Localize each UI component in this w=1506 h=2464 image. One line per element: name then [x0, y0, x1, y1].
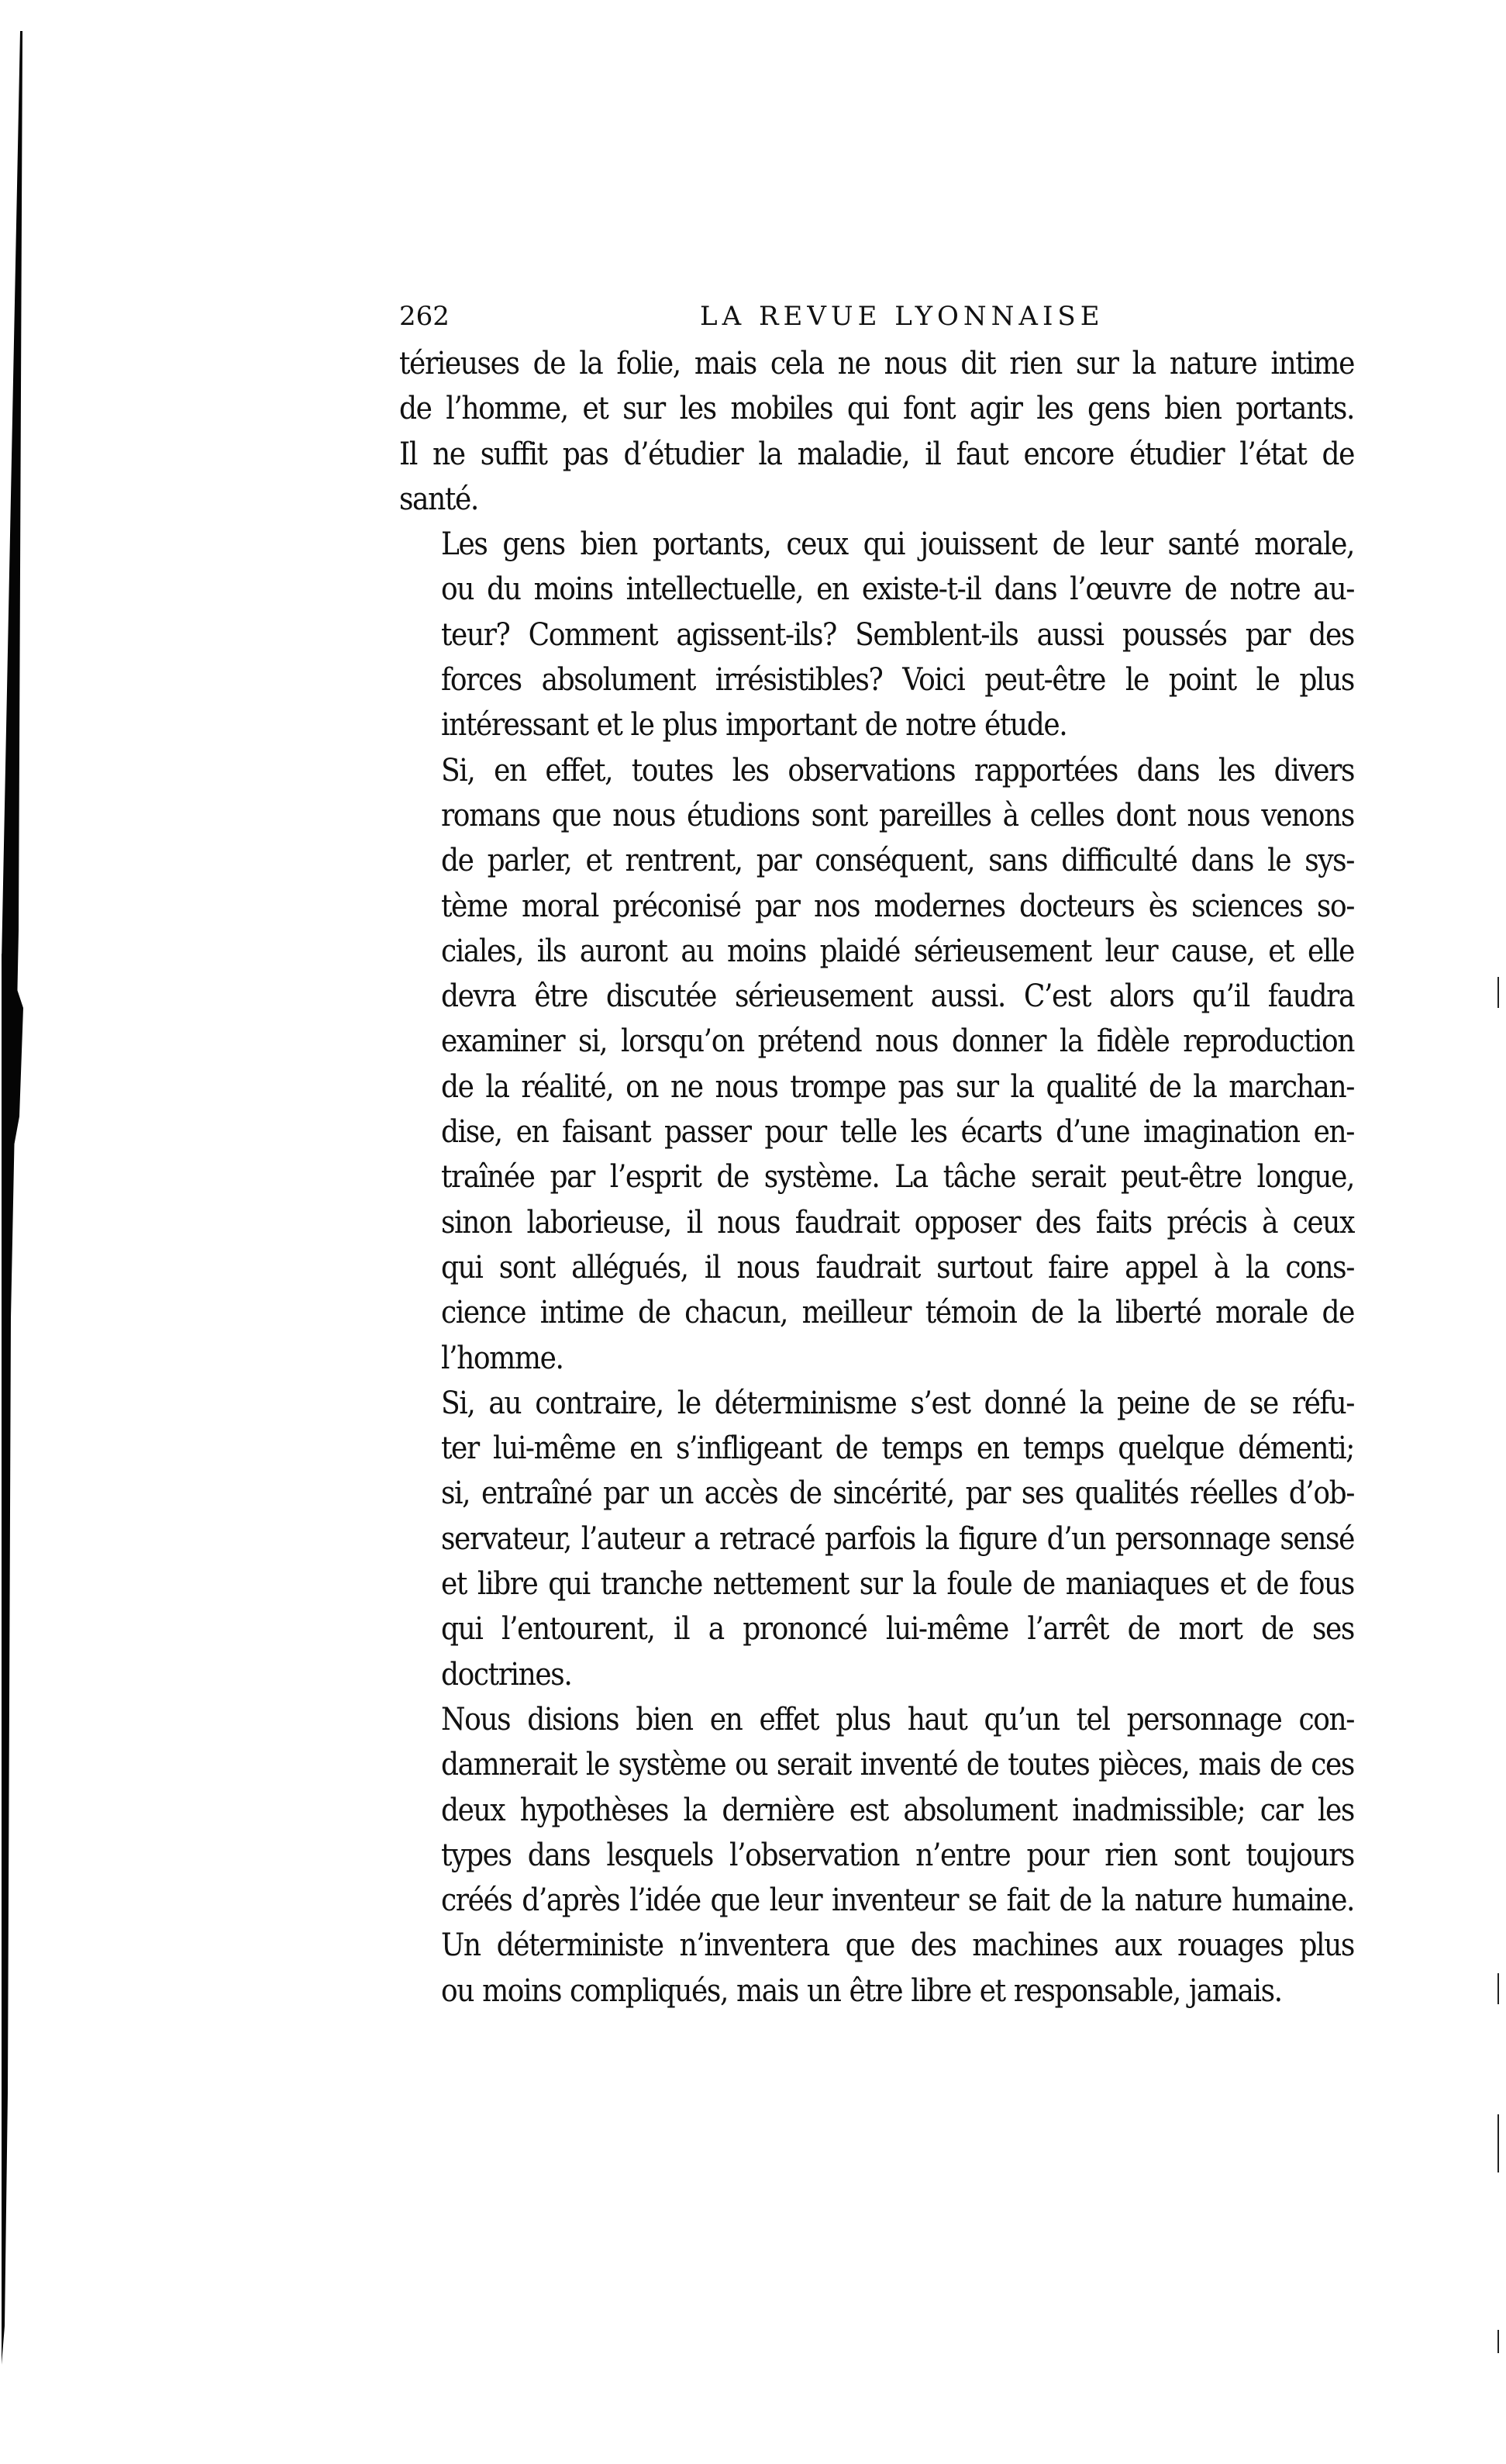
- paragraph: [399, 1381, 1354, 1697]
- text-line: deux hypothèses la dernière est absolument inadmissible; car les: [441, 1792, 1354, 1828]
- text-line: intéressant et le plus important de notre étude.: [441, 707, 1067, 744]
- scan-edge-line: [1497, 2114, 1499, 2172]
- document-page: [399, 296, 1354, 2014]
- text-line: examiner si, lorsqu’on prétend nous donner la fidèle reproduction: [441, 1023, 1354, 1060]
- text-line: traînée par l’esprit de système. La tâche serait peut-être longue,: [441, 1159, 1354, 1196]
- text-line: Un déterministe n’inventera que des machines aux rouages plus: [441, 1927, 1354, 1964]
- text-line: de la réalité, on ne nous trompe pas sur la qualité de la marchan-: [441, 1068, 1354, 1105]
- text-line: types dans lesquels l’observation n’entre pour rien sont toujours: [441, 1837, 1354, 1873]
- text-line: servateur, l’auteur a retracé parfois la figure d’un personnage sensé: [441, 1520, 1354, 1557]
- text-line: créés d’après l’idée que leur inventeur se fait de la nature humaine.: [441, 1883, 1354, 1919]
- text-line: santé.: [399, 481, 478, 517]
- text-line: l’homme.: [441, 1340, 563, 1376]
- text-line: térieuses de la folie, mais cela ne nous dit rien sur la nature intime: [399, 346, 1354, 381]
- scan-edge-line: [1497, 1973, 1499, 2004]
- text-line: cience intime de chacun, meilleur témoin de la liberté morale de: [441, 1295, 1354, 1331]
- text-line: dise, en faisant passer pour telle les écarts d’une imagination en-: [441, 1114, 1354, 1151]
- text-line: devra être discutée sérieusement aussi. C’est alors qu’il faudra: [441, 978, 1354, 1015]
- paragraph: [399, 748, 1354, 1381]
- text-line: damnerait le système ou serait inventé de toutes pièces, mais de ces: [441, 1747, 1354, 1783]
- text-line: Si, en effet, toutes les observations rapportées dans les divers: [441, 752, 1354, 789]
- journal-title: LA REVUE LYONNAISE: [700, 301, 1105, 332]
- text-line: Nous disions bien en effet plus haut qu’un tel personnage con-: [441, 1701, 1354, 1738]
- running-head: [399, 296, 1354, 336]
- paragraph: [399, 1697, 1354, 2014]
- text-line: et libre qui tranche nettement sur la foule de maniaques et de fous: [441, 1566, 1354, 1603]
- text-line: de l’homme, et sur les mobiles qui font agir les gens bien portants.: [399, 391, 1354, 427]
- text-line: qui sont allégués, il nous faudrait surtout faire appel à la cons-: [441, 1249, 1354, 1285]
- text-line: ciales, ils auront au moins plaidé sérieusement leur cause, et elle: [441, 933, 1354, 969]
- text-line: forces absolument irrésistibles? Voici peut-être le point le plus: [441, 662, 1354, 699]
- text-line: romans que nous étudions sont pareilles à celles dont nous venons: [441, 797, 1354, 833]
- binding-shadow-shape: [0, 0, 26, 2461]
- body-text: [399, 341, 1354, 2014]
- text-line: ou du moins intellectuelle, en existe-t-il dans l’œuvre de notre au-: [441, 571, 1354, 608]
- text-line: si, entraîné par un accès de sincérité, par ses qualités réelles d’ob-: [441, 1475, 1354, 1512]
- scan-edge-line: [1497, 2330, 1499, 2353]
- text-line: Si, au contraire, le déterminisme s’est donné la peine de se réfu-: [441, 1385, 1354, 1421]
- text-line: ou moins compliqués, mais un être libre et responsable, jamais.: [441, 1972, 1282, 2009]
- text-line: tème moral préconisé par nos modernes docteurs ès sciences so-: [441, 888, 1354, 924]
- paragraph: [399, 522, 1354, 747]
- text-line: qui l’entourent, il a prononcé lui-même l’arrêt de mort de ses: [441, 1611, 1354, 1648]
- scan-edge-line: [1497, 977, 1499, 1008]
- text-line: de parler, et rentrent, par conséquent, sans difficulté dans le sys-: [441, 843, 1354, 879]
- text-line: Il ne suffit pas d’étudier la maladie, il faut encore étudier l’état de: [399, 436, 1354, 472]
- paragraph: [399, 341, 1354, 522]
- text-line: doctrines.: [441, 1656, 572, 1693]
- text-line: ter lui-même en s’infligeant de temps en temps quelque démenti;: [441, 1430, 1354, 1467]
- text-line: sinon laborieuse, il nous faudrait opposer des faits précis à ceux: [441, 1204, 1354, 1241]
- page-number: 262: [399, 301, 450, 332]
- scan-binding-shadow: [0, 0, 26, 2461]
- text-line: Les gens bien portants, ceux qui jouissent de leur santé morale,: [441, 526, 1354, 563]
- text-line: teur? Comment agissent-ils? Semblent-ils aussi poussés par des: [441, 616, 1354, 653]
